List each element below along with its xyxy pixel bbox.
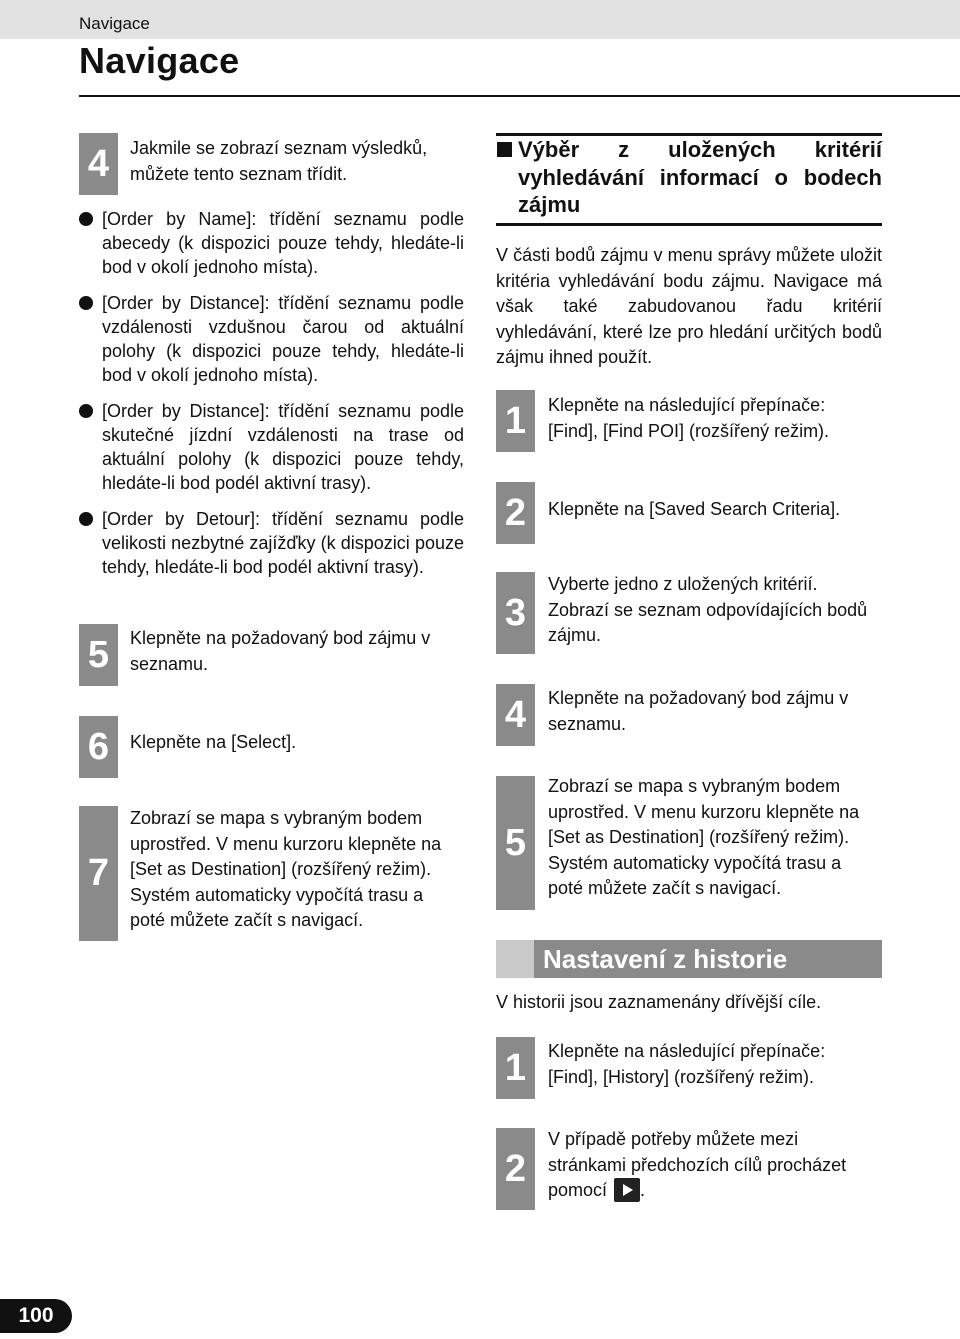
history-step-1-text: Klepněte na následující přepínače: [Find], [History] (rozšířený režim). bbox=[548, 1041, 826, 1087]
bullet-icon bbox=[79, 404, 93, 418]
history-step-2-body: V případě potřeby můžete mezi stránkami předchozích cílů procházet pomocí bbox=[548, 1129, 847, 1200]
bullet-item-order-by-route-distance: [Order by Distance]: třídění seznamu podle skutečné jízdní vzdálenosti na trase od aktuální polohy (k dispozici pouze tehdy, hledáte-li bod podél aktivní trasy). bbox=[102, 401, 464, 493]
bullet-icon bbox=[79, 512, 93, 526]
step-number-5: 5 bbox=[79, 624, 118, 686]
step-7-text: Zobrazí se mapa s vybraným bodem uprostřed. V menu kurzoru klepněte na [Set as Destination] (rozšířený režim). Systém automaticky vypočítá trasu a poté můžete začít s navigací. bbox=[130, 808, 442, 930]
step-4-text: Jakmile se zobrazí seznam výsledků, můžete tento seznam třídit. bbox=[130, 138, 428, 184]
bullet-icon bbox=[79, 296, 93, 310]
bullet-icon bbox=[79, 212, 93, 226]
history-step-2-suffix: . bbox=[640, 1180, 646, 1200]
step-4-text: Klepněte na požadovaný bod zájmu v seznamu. bbox=[548, 688, 849, 734]
page-number: 100 bbox=[0, 1299, 72, 1333]
step-number-3: 3 bbox=[496, 572, 535, 654]
history-section-accent bbox=[496, 940, 534, 978]
bullet-item-order-by-air-distance: [Order by Distance]: třídění seznamu podle vzdálenosti vzdušnou čarou od aktuální polohy (k dispozici pouze tehdy, hledáte-li bod v okolí jednoho místa). bbox=[102, 293, 464, 385]
section-square-icon bbox=[497, 142, 512, 157]
section-rule-bottom bbox=[496, 223, 882, 226]
history-step-number-1: 1 bbox=[496, 1037, 535, 1099]
step-number-4: 4 bbox=[496, 684, 535, 746]
section-intro: V části bodů zájmu v menu správy můžete uložit kritéria vyhledávání bodu zájmu. Navigace má však také zabudovanou řadu kritérií vyhledávání, které lze pro hledání určitých bodů zájmu ihned použít. bbox=[496, 245, 882, 367]
title-rule bbox=[79, 95, 960, 97]
history-intro: V historii jsou zaznamenány dřívější cíle. bbox=[496, 992, 822, 1012]
step-number-5: 5 bbox=[496, 776, 535, 910]
bullet-item-order-by-name: [Order by Name]: třídění seznamu podle abecedy (k dispozici pouze tehdy, hledáte-li bod v okolí jednoho místa). bbox=[102, 209, 464, 277]
page-title: Navigace bbox=[79, 40, 240, 81]
step-5-text: Klepněte na požadovaný bod zájmu v seznamu. bbox=[130, 628, 431, 674]
step-2-text: Klepněte na [Saved Search Criteria]. bbox=[548, 499, 841, 519]
step-5-text: Zobrazí se mapa s vybraným bodem uprostřed. V menu kurzoru klepněte na [Set as Destination] (rozšířený režim). Systém automaticky vypočítá trasu a poté můžete začít s navigací. bbox=[548, 776, 860, 898]
step-number-6: 6 bbox=[79, 716, 118, 778]
section-title: Výběr z uložených kritérií vyhledávání informací o bodech zájmu bbox=[518, 137, 882, 217]
history-section-title: Nastavení z historie bbox=[543, 944, 788, 974]
step-number-2: 2 bbox=[496, 482, 535, 544]
step-1-text: Klepněte na následující přepínače: [Find], [Find POI] (rozšířený režim). bbox=[548, 395, 830, 441]
step-number-4: 4 bbox=[79, 133, 118, 195]
play-arrow-icon bbox=[614, 1178, 640, 1202]
running-head: Navigace bbox=[79, 14, 150, 33]
history-step-number-2: 2 bbox=[496, 1128, 535, 1210]
step-6-text: Klepněte na [Select]. bbox=[130, 732, 297, 752]
bullet-item-order-by-detour: [Order by Detour]: třídění seznamu podle velikosti nezbytné zajížďky (k dispozici pouze tehdy, hledáte-li bod podél aktivní trasy). bbox=[102, 509, 464, 577]
step-number-1: 1 bbox=[496, 390, 535, 452]
step-number-7: 7 bbox=[79, 806, 118, 941]
step-3-text: Vyberte jedno z uložených kritérií. Zobrazí se seznam odpovídajících bodů zájmu. bbox=[548, 574, 868, 645]
history-step-2-text bbox=[548, 1127, 878, 1204]
